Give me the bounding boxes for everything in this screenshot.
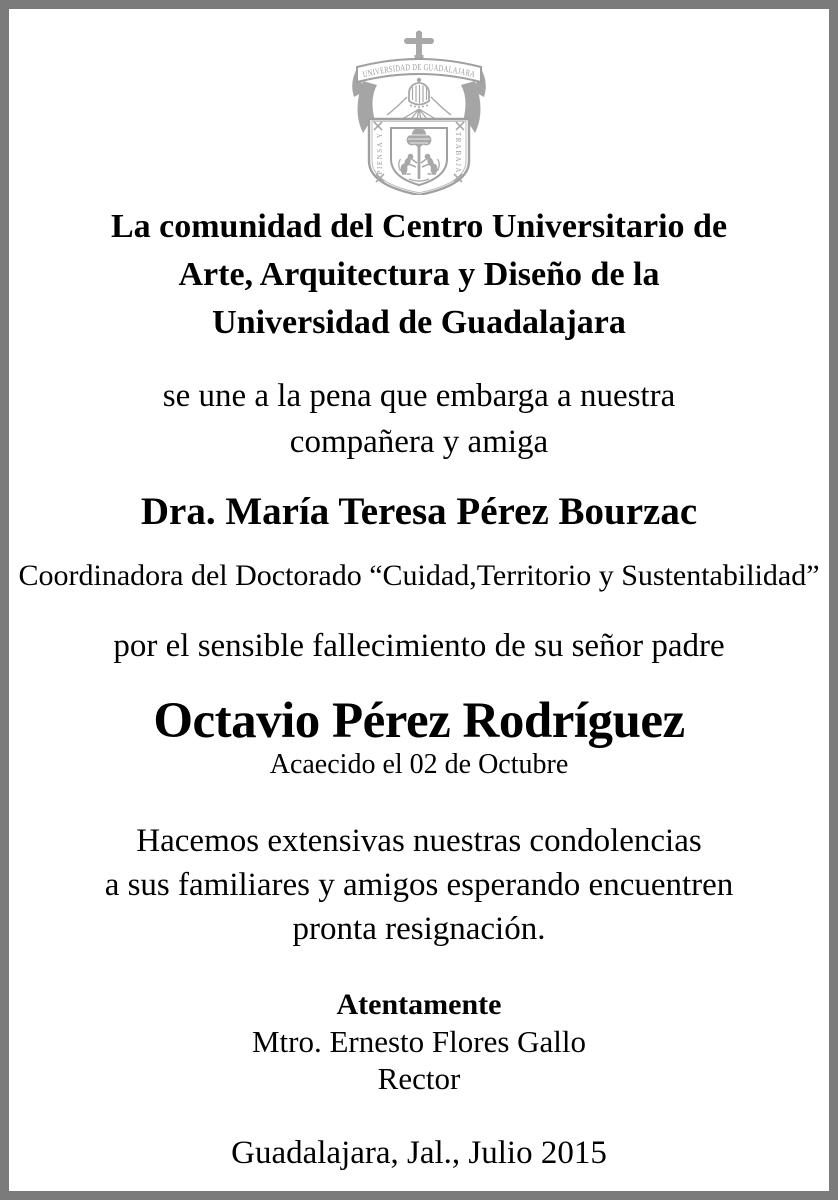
signer-name: Mtro. Ernesto Flores Gallo (251, 1024, 587, 1059)
crest-banner-text: UNIVERSIDAD DE GUADALAJARA (361, 61, 479, 80)
cross-icon (404, 31, 434, 60)
closing-word: Atentamente (336, 988, 502, 1021)
heading-line: Arte, Arquitectura y Diseño de la (178, 256, 660, 293)
colleague-role: Coordinadora del Doctorado “Cuidad,Territorio y Sustentabilidad” (18, 559, 820, 592)
colleague-name: Dra. María Teresa Pérez Bourzac (140, 490, 698, 533)
udeg-crest (351, 29, 487, 195)
death-date: Acaecido el 02 de Octubre (269, 749, 569, 780)
condolence-line: Hacemos extensivas nuestras condolencias (136, 823, 702, 859)
community-heading (9, 203, 829, 347)
heading-line: Universidad de Guadalajara (212, 304, 626, 341)
crest-motto-left: PIENSA Y (376, 131, 384, 175)
intro-line: compañera y amiga (289, 424, 549, 460)
condolence-line: a sus familiares y amigos esperando encuentren (104, 867, 734, 903)
deceased-name: Octavio Pérez Rodríguez (153, 693, 685, 749)
condolences-text (9, 819, 829, 951)
heading-line: La comunidad del Centro Universitario de (110, 208, 728, 245)
condolence-line: pronta resignación. (292, 911, 546, 947)
place-date: Guadalajara, Jal., Julio 2015 (231, 1135, 607, 1171)
crest-motto-right: TRABAJA (454, 131, 462, 175)
intro-text (9, 373, 829, 465)
inner-shield (391, 128, 447, 185)
cause-text: por el sensible fallecimiento de su señor padre (113, 628, 725, 664)
intro-line: se une a la pena que embarga a nuestra (162, 378, 676, 414)
signer-title: Rector (377, 1061, 461, 1096)
